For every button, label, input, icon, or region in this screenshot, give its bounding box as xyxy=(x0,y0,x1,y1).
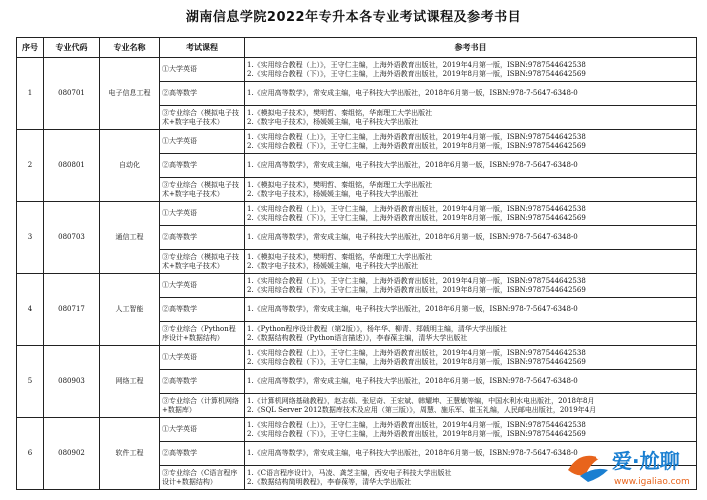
table-row xyxy=(17,346,697,370)
reference-books xyxy=(245,322,697,346)
exam-course: ②高等数学 xyxy=(160,298,245,322)
exam-course: ①大学英语 xyxy=(160,130,245,154)
major-code: 080903 xyxy=(44,346,100,418)
reference-books xyxy=(245,202,697,226)
reference-books xyxy=(245,82,697,106)
reference-line: 1.《应用高等数学》，常安成主编，电子科技大学出版社，2018年6月第一版，ISBN:978-7-5647-6348-0 xyxy=(247,161,578,169)
header-refs: 参考书目 xyxy=(245,38,697,58)
reference-line: 1.《应用高等数学》，常安成主编，电子科技大学出版社，2018年6月第一版，ISBN:978-7-5647-6348-0 xyxy=(247,305,578,313)
reference-books xyxy=(245,106,697,130)
reference-line: 2.《实用综合教程（下）》，王守仁主编，上海外语教育出版社，2019年8月第一版，ISBN:9787544642569 xyxy=(247,429,586,438)
exam-course: ③专业综合（C语言程序设计+数据结构） xyxy=(160,466,245,490)
exam-course: ③专业综合（模拟电子技术+数字电子技术） xyxy=(160,106,245,130)
exam-course: ②高等数学 xyxy=(160,226,245,250)
exam-course: ①大学英语 xyxy=(160,418,245,442)
major-name: 电子信息工程 xyxy=(100,58,160,130)
reference-line: 2.《数字电子技术》，杨媛媛主编，电子科技大学出版社 xyxy=(247,117,419,126)
watermark-url: www.igaliao.com xyxy=(614,477,690,487)
reference-line: 1.《计算机网络基础教程》，赵志茹、张尼奇、王宏斌、韩耀坤、王慧敏等编，中国水利水电出版社，2018年8月 xyxy=(247,396,595,405)
reference-line: 1.《实用综合教程（上）》，王守仁主编，上海外语教育出版社，2019年4月第一版，ISBN:9787544642538 xyxy=(247,60,586,69)
exam-course: ①大学英语 xyxy=(160,202,245,226)
major-name: 人工智能 xyxy=(100,274,160,346)
row-number: 4 xyxy=(17,274,44,346)
exam-course: ②高等数学 xyxy=(160,442,245,466)
row-number: 2 xyxy=(17,130,44,202)
reference-line: 2.《数据结构简明教程》，李春葆等，清华大学出版社 xyxy=(247,477,412,486)
major-name: 网络工程 xyxy=(100,346,160,418)
reference-line: 2.《实用综合教程（下）》，王守仁主编，上海外语教育出版社，2019年8月第一版，ISBN:9787544642569 xyxy=(247,141,586,150)
reference-line: 1.《Python程序设计教程（第2版）》，杨年华、柳青、郑戟明主编，清华大学出版社 xyxy=(247,324,507,333)
watermark-logo xyxy=(560,430,700,495)
reference-books xyxy=(245,226,697,250)
table-row xyxy=(17,274,697,298)
major-name: 通信工程 xyxy=(100,202,160,274)
exam-course: ②高等数学 xyxy=(160,82,245,106)
reference-line: 1.《C语言程序设计》，马凌、龚芝主编，西安电子科技大学出版社 xyxy=(247,468,452,477)
exam-course: ①大学英语 xyxy=(160,58,245,82)
exam-course: ①大学英语 xyxy=(160,346,245,370)
row-number: 5 xyxy=(17,346,44,418)
exam-course: ③专业综合（计算机网络+数据库） xyxy=(160,394,245,418)
row-number: 1 xyxy=(17,58,44,130)
reference-line: 2.《数据结构教程（Python语言描述）》，李春葆主编，清华大学出版社 xyxy=(247,333,468,342)
table-body xyxy=(17,58,697,490)
reference-books xyxy=(245,346,697,370)
reference-line: 2.《数字电子技术》，杨媛媛主编，电子科技大学出版社 xyxy=(247,189,419,198)
reference-line: 1.《实用综合教程（上）》，王守仁主编，上海外语教育出版社，2019年4月第一版，ISBN:9787544642538 xyxy=(247,132,586,141)
row-number: 3 xyxy=(17,202,44,274)
header-exam: 考试课程 xyxy=(160,38,245,58)
table-row xyxy=(17,202,697,226)
table-header-row xyxy=(17,38,697,58)
reference-line: 2.《SQL Server 2012数据库技术及应用（第三版）》，周慧、施乐军、崔玉礼编，人民邮电出版社，2019年4月 xyxy=(247,405,597,414)
reference-books xyxy=(245,250,697,274)
header-no: 序号 xyxy=(17,38,44,58)
table-row xyxy=(17,58,697,82)
exam-course: ③专业综合（模拟电子技术+数字电子技术） xyxy=(160,250,245,274)
reference-line: 1.《应用高等数学》，常安成主编，电子科技大学出版社，2018年6月第一版，ISBN:978-7-5647-6348-0 xyxy=(247,377,578,385)
reference-line: 1.《实用综合教程（上）》，王守仁主编，上海外语教育出版社，2019年4月第一版，ISBN:9787544642538 xyxy=(247,204,586,213)
bird-icon xyxy=(568,455,608,482)
reference-line: 2.《实用综合教程（下）》，王守仁主编，上海外语教育出版社，2019年8月第一版，ISBN:9787544642569 xyxy=(247,357,586,366)
reference-line: 1.《模拟电子技术》，樊明哲、秦组铭，华南理工大学出版社 xyxy=(247,108,433,117)
reference-books xyxy=(245,370,697,394)
major-name: 自动化 xyxy=(100,130,160,202)
reference-books xyxy=(245,58,697,82)
reference-line: 1.《实用综合教程（上）》，王守仁主编，上海外语教育出版社，2019年4月第一版，ISBN:9787544642538 xyxy=(247,276,586,285)
course-table xyxy=(16,37,697,490)
row-number: 6 xyxy=(17,418,44,490)
reference-line: 1.《模拟电子技术》，樊明哲、秦组铭，华南理工大学出版社 xyxy=(247,252,433,261)
reference-line: 2.《实用综合教程（下）》，王守仁主编，上海外语教育出版社，2019年8月第一版，ISBN:9787544642569 xyxy=(247,69,586,78)
reference-line: 1.《实用综合教程（上）》，王守仁主编，上海外语教育出版社，2019年4月第一版，ISBN:9787544642538 xyxy=(247,348,586,357)
reference-books xyxy=(245,130,697,154)
exam-course: ①大学英语 xyxy=(160,274,245,298)
reference-line: 2.《实用综合教程（下）》，王守仁主编，上海外语教育出版社，2019年8月第一版，ISBN:9787544642569 xyxy=(247,213,586,222)
page-title: 湖南信息学院2022年专升本各专业考试课程及参考书目 xyxy=(185,10,522,25)
watermark-text: 爱·尬聊 xyxy=(612,449,680,473)
header-code: 专业代码 xyxy=(44,38,100,58)
header-major: 专业名称 xyxy=(100,38,160,58)
reference-line: 1.《实用综合教程（上）》，王守仁主编，上海外语教育出版社，2019年4月第一版，ISBN:9787544642538 xyxy=(247,420,586,429)
exam-course: ②高等数学 xyxy=(160,370,245,394)
exam-course: ③专业综合（Python程序设计+数据结构） xyxy=(160,322,245,346)
reference-books xyxy=(245,394,697,418)
reference-books xyxy=(245,274,697,298)
major-code: 080701 xyxy=(44,58,100,130)
reference-books xyxy=(245,154,697,178)
major-name: 软件工程 xyxy=(100,418,160,490)
exam-course: ③专业综合（模拟电子技术+数字电子技术） xyxy=(160,178,245,202)
major-code: 080801 xyxy=(44,130,100,202)
reference-line: 2.《数字电子技术》，杨媛媛主编，电子科技大学出版社 xyxy=(247,261,419,270)
major-code: 080703 xyxy=(44,202,100,274)
table-row xyxy=(17,130,697,154)
reference-books xyxy=(245,178,697,202)
reference-line: 1.《模拟电子技术》，樊明哲、秦组铭，华南理工大学出版社 xyxy=(247,180,433,189)
major-code: 080717 xyxy=(44,274,100,346)
reference-line: 1.《应用高等数学》，常安成主编，电子科技大学出版社，2018年6月第一版，ISBN:978-7-5647-6348-0 xyxy=(247,233,578,241)
reference-books xyxy=(245,298,697,322)
exam-course: ②高等数学 xyxy=(160,154,245,178)
reference-line: 1.《应用高等数学》，常安成主编，电子科技大学出版社，2018年6月第一版，ISBN:978-7-5647-6348-0 xyxy=(247,89,578,97)
reference-line: 2.《实用综合教程（下）》，王守仁主编，上海外语教育出版社，2019年8月第一版，ISBN:9787544642569 xyxy=(247,285,586,294)
reference-line: 1.《应用高等数学》，常安成主编，电子科技大学出版社，2018年6月第一版，ISBN:978-7-5647-6348-0 xyxy=(247,449,578,457)
major-code: 080902 xyxy=(44,418,100,490)
